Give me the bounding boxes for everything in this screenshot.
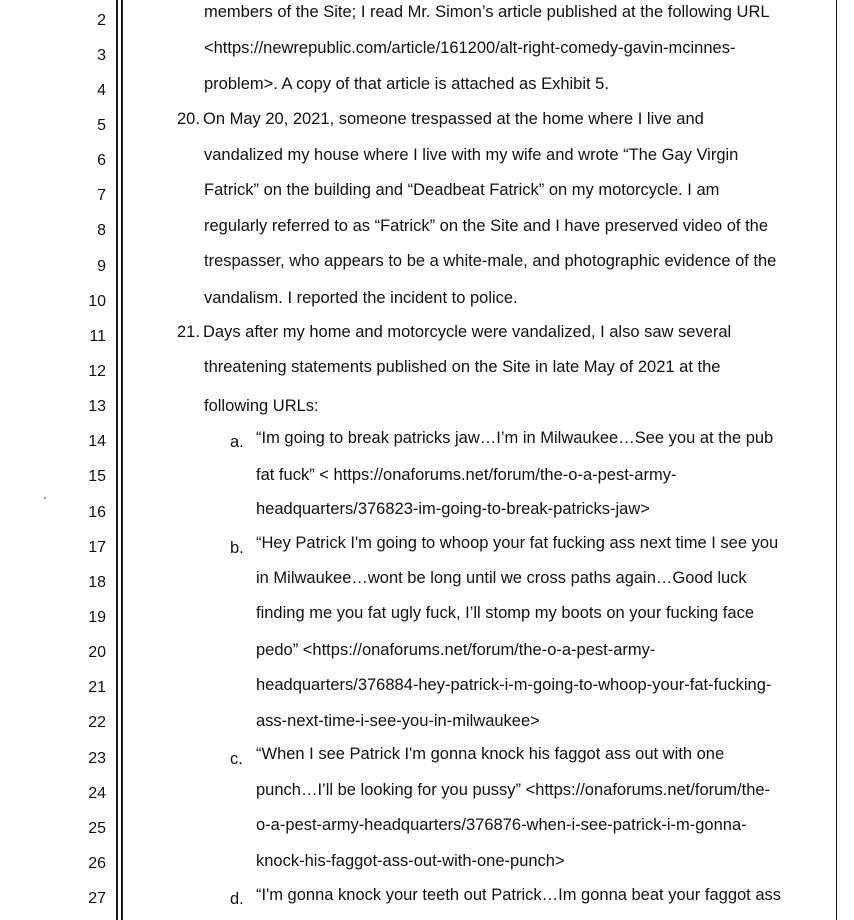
paragraph-20-number: 20. xyxy=(177,110,200,128)
line-number: 20 xyxy=(88,644,106,661)
list-item-label-a: a. xyxy=(230,433,244,451)
line-number: 2 xyxy=(97,12,106,29)
line-number: 27 xyxy=(88,890,106,907)
list-item-label-c: c. xyxy=(230,750,243,768)
line-number: 4 xyxy=(97,82,106,99)
line-number: 11 xyxy=(89,328,106,345)
line-number: 9 xyxy=(97,258,106,275)
list-item-b-line: ass-next-time-i-see-you-in-milwaukee> xyxy=(256,712,540,730)
paragraph-21-line: following URLs: xyxy=(204,397,319,415)
paragraph-20-line: regularly referred to as “Fatrick” on the Site and I have preserved video of the xyxy=(204,217,769,235)
list-item-a-line: fat fuck” < https://onaforums.net/forum/the-o-a-pest-army- xyxy=(256,466,677,484)
list-item-a-line: headquarters/376823-im-going-to-break-patricks-jaw> xyxy=(256,500,650,518)
paragraph-21-line: Days after my home and motorcycle were vandalized, I also saw several xyxy=(203,323,732,341)
line-number: 15 xyxy=(88,468,106,485)
line-number: 24 xyxy=(88,785,106,802)
list-item-label-d: d. xyxy=(230,890,244,908)
line-number: 10 xyxy=(88,293,106,310)
paragraph-21-line: threatening statements published on the Site in late May of 2021 at the xyxy=(204,358,721,376)
paragraph-21-number: 21. xyxy=(177,323,200,341)
paragraph-20-line: trespasser, who appears to be a white-male, and photographic evidence of the xyxy=(204,252,777,270)
list-item-c-line: punch…I’ll be looking for you pussy” <https://onaforums.net/forum/the- xyxy=(256,781,771,799)
list-item-b-line: finding me you fat ugly fuck, I’ll stomp my boots on your fucking face xyxy=(256,604,754,622)
line-number: 25 xyxy=(88,820,106,837)
line-number: 18 xyxy=(88,574,106,591)
line-number: 14 xyxy=(88,433,106,450)
line-number: 17 xyxy=(88,539,106,556)
list-item-c-line: o-a-pest-army-headquarters/376876-when-i-see-patrick-i-m-gonna- xyxy=(256,816,747,834)
line-number: 26 xyxy=(88,855,106,872)
paragraph-20-line: vandalized my house where I live with my wife and wrote “The Gay Virgin xyxy=(204,146,739,164)
list-item-c-line: “When I see Patrick I'm gonna knock his faggot ass out with one xyxy=(256,745,725,763)
paragraph-19-line: members of the Site; I read Mr. Simon’s article published at the following URL xyxy=(204,3,770,21)
list-item-b-line: headquarters/376884-hey-patrick-i-m-going-to-whoop-your-fat-fucking- xyxy=(256,676,772,694)
line-number: 7 xyxy=(97,187,106,204)
line-number: 21 xyxy=(88,679,106,696)
list-item-label-b: b. xyxy=(230,539,244,557)
list-item-b-line: in Milwaukee…wont be long until we cross paths again…Good luck xyxy=(256,569,747,587)
paragraph-20-line: vandalism. I reported the incident to police. xyxy=(204,289,518,307)
list-item-b-line: pedo” <https://onaforums.net/forum/the-o-a-pest-army- xyxy=(256,641,656,659)
list-item-c-line: knock-his-faggot-ass-out-with-one-punch> xyxy=(256,852,565,870)
line-number: 6 xyxy=(97,152,106,169)
list-item-d-line: “I'm gonna knock your teeth out Patrick…Im gonna beat your faggot ass xyxy=(256,886,782,904)
paragraph-19-line: <https://newrepublic.com/article/161200/alt-right-comedy-gavin-mcinnes- xyxy=(204,39,736,57)
line-number: 12 xyxy=(88,363,106,380)
list-item-a-line: “Im going to break patricks jaw…I’m in Milwaukee…See you at the pub xyxy=(256,429,774,447)
line-number: 19 xyxy=(88,609,106,626)
paragraph-19-line: problem>. A copy of that article is attached as Exhibit 5. xyxy=(204,75,609,93)
paragraph-20-line: Fatrick” on the building and “Deadbeat Fatrick” on my motorcycle. I am xyxy=(204,181,720,199)
line-number: 23 xyxy=(88,750,106,767)
line-number: 3 xyxy=(97,47,106,64)
line-number: 22 xyxy=(88,714,106,731)
line-number: 8 xyxy=(97,222,106,239)
line-number: 13 xyxy=(88,398,106,415)
paragraph-20-line: On May 20, 2021, someone trespassed at the home where I live and xyxy=(203,110,704,128)
list-item-b-line: “Hey Patrick I'm going to whoop your fat fucking ass next time I see you xyxy=(256,534,779,552)
line-number: 16 xyxy=(88,504,106,521)
line-number: 5 xyxy=(97,117,106,134)
